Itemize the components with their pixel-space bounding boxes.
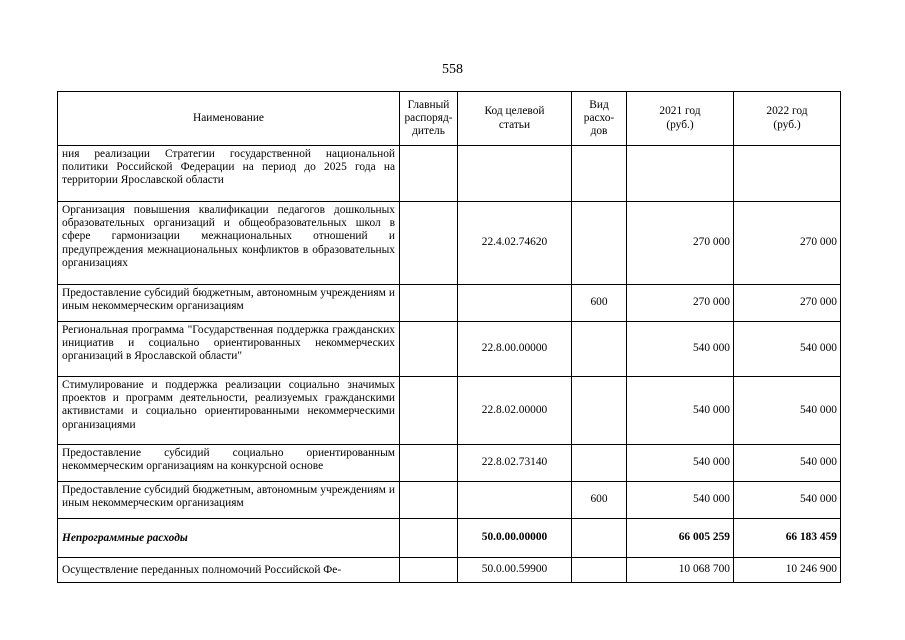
row-target-code (458, 482, 572, 519)
table-row (58, 285, 841, 322)
row-expense-type (572, 558, 627, 583)
table-row (58, 322, 841, 377)
table-row (58, 146, 841, 202)
page-number: 558 (442, 62, 463, 77)
row-main-manager (400, 445, 458, 482)
row-main-manager (400, 202, 458, 285)
row-name: Стимулирование и поддержка реализации социально значимых проектов и программ деятельности, реализуемых гражданскими активистами и социально ориентированными некоммерческими организациями (58, 377, 400, 445)
row-main-manager (400, 558, 458, 583)
row-year-2022: 270 000 (734, 202, 841, 285)
row-year-2021: 540 000 (627, 482, 734, 519)
row-expense-type: 600 (572, 285, 627, 322)
row-year-2021: 270 000 (627, 285, 734, 322)
row-year-2021: 66 005 259 (627, 519, 734, 558)
header-expense-type: Вид расхо- дов (572, 92, 627, 146)
row-year-2021: 540 000 (627, 445, 734, 482)
row-year-2022: 540 000 (734, 322, 841, 377)
table-row (58, 558, 841, 583)
row-expense-type (572, 377, 627, 445)
row-year-2021 (627, 146, 734, 202)
row-year-2021: 270 000 (627, 202, 734, 285)
row-name: Предоставление субсидий социально ориентированным некоммерческим организациям на конкурсной основе (58, 445, 400, 482)
row-year-2022: 540 000 (734, 377, 841, 445)
row-name: Осуществление переданных полномочий Российской Фе- (58, 558, 400, 583)
row-name: ния реализации Стратегии государственной национальной политики Российской Федерации на период до 2025 года на территории Ярославской области (58, 146, 400, 202)
row-target-code: 22.4.02.74620 (458, 202, 572, 285)
row-main-manager (400, 377, 458, 445)
budget-table (57, 91, 841, 583)
row-name: Предоставление субсидий бюджетным, автономным учреждениям и иным некоммерческим организациям (58, 482, 400, 519)
row-name: Предоставление субсидий бюджетным, автономным учреждениям и иным некоммерческим организациям (58, 285, 400, 322)
row-target-code: 50.0.00.59900 (458, 558, 572, 583)
row-name: Организация повышения квалификации педагогов дошкольных образовательных организаций и общеобразовательных школ в сфере гармонизации межнациональных отношений и предупреждения межнациональных конфликтов в образовательных организациях (58, 202, 400, 285)
table-row (58, 445, 841, 482)
row-target-code: 50.0.00.00000 (458, 519, 572, 558)
row-year-2022: 270 000 (734, 285, 841, 322)
row-main-manager (400, 146, 458, 202)
row-year-2022: 540 000 (734, 482, 841, 519)
row-target-code (458, 146, 572, 202)
row-year-2022: 66 183 459 (734, 519, 841, 558)
table-header-row (58, 92, 841, 146)
row-expense-type (572, 322, 627, 377)
row-target-code (458, 285, 572, 322)
header-main-manager: Главный распоряд- дитель (400, 92, 458, 146)
row-target-code: 22.8.02.00000 (458, 377, 572, 445)
row-name: Непрограммные расходы (58, 519, 400, 558)
header-year-2021: 2021 год (руб.) (627, 92, 734, 146)
row-year-2021: 10 068 700 (627, 558, 734, 583)
row-target-code: 22.8.02.73140 (458, 445, 572, 482)
row-main-manager (400, 519, 458, 558)
row-expense-type (572, 445, 627, 482)
table-row (58, 482, 841, 519)
header-target-code: Код целевой статьи (458, 92, 572, 146)
row-expense-type (572, 146, 627, 202)
row-expense-type (572, 202, 627, 285)
table-row (58, 377, 841, 445)
header-name: Наименование (58, 92, 400, 146)
row-expense-type (572, 519, 627, 558)
row-year-2022: 540 000 (734, 445, 841, 482)
row-main-manager (400, 482, 458, 519)
row-name: Региональная программа "Государственная поддержка гражданских инициатив и социально ориентированных некоммерческих организаций в Ярославской области" (58, 322, 400, 377)
row-year-2021: 540 000 (627, 322, 734, 377)
row-main-manager (400, 285, 458, 322)
row-main-manager (400, 322, 458, 377)
row-year-2022 (734, 146, 841, 202)
header-year-2022: 2022 год (руб.) (734, 92, 841, 146)
row-year-2022: 10 246 900 (734, 558, 841, 583)
row-expense-type: 600 (572, 482, 627, 519)
row-year-2021: 540 000 (627, 377, 734, 445)
row-target-code: 22.8.00.00000 (458, 322, 572, 377)
table-row (58, 202, 841, 285)
table-row-total (58, 519, 841, 558)
